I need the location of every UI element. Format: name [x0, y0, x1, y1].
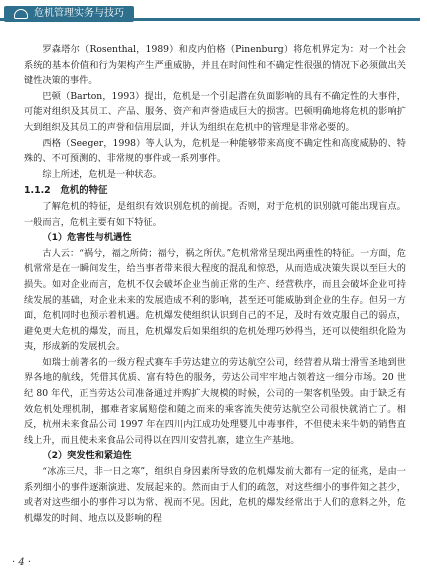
header-title: 危机管理实务与技巧 — [34, 8, 124, 19]
paragraph-summary: 综上所述，危机是一种状态。 — [42, 168, 162, 180]
subsection-heading-2: （2）突发性和紧迫性 — [42, 450, 132, 462]
paragraph-lauda-example: 如瑞士前著名的一级方程式赛车手劳达建立的劳达航空公司，经营着从瑞士滑雪圣地到世界各地的航线，凭借其优质、富有特色的服务，劳达公司牢牢地占领着这一细分市场。20 世纪 80 年代，正当劳达公司准备通过并购扩大规模的时候，公司的一架客机坠毁。由于缺乏有效危机处理机制，挪难者家属赔偿和随之而来的乘客流失使劳达航空公司很快就消亡了。相反，杭州未来食品公司 1997 年在四川内江成功处理婴儿中毒事件，不但使未来牛奶的销售直线上升，而且使未来食品公司得以在四川安营扎寨，建立生产基地。 — [24, 356, 406, 446]
paragraph-barton: 巴顿（Barton，1993）提出，危机是一个引起潜在负面影响的具有不确定性的大事件，可能对组织及其员工、产品、服务、资产和声誉造成巨大的损害。巴顿明确地将危机的影响扩大到组织及其员工的声誉和信用层面，并认为组织在危机中的管理是非常必要的。 — [24, 90, 406, 133]
page-body — [24, 42, 406, 526]
paragraph-harm-opportunity: 古人云：“祸兮，福之所倚；福兮，祸之所伏。”危机常常呈现出两重性的特征。一方面，危机常常是在一瞬间发生，给当事者带来很大程度的混乱和惊恐，从而造成决策失误以至巨大的损失。如对企业而言，危机不仅会破坏企业当前正常的生产、经营秩序，而且会破坏企业可持续发展的基础，对企业未来的发展造成不利的影响，甚至还可能威胁到企业的生存。但另一方面，危机同时也预示着机遇。危机爆发使组织认识到自己的不足，及时有效克服自己的弱点，避免更大危机的爆发，而且，危机爆发后如果组织的危机处理巧妙得当，还可以使组织化险为夷，形成新的发展机会。 — [24, 247, 406, 353]
running-header — [0, 0, 427, 34]
section-heading — [24, 183, 406, 199]
section-title: 危机的特征 — [60, 185, 108, 197]
paragraph-suddenness: “冰冻三尺，非一日之寒”，组织自身因素所导致的危机爆发前大都有一定的征兆，是由一系列细小的事件逐渐演进、发展起来的。然而由于人们的疏忽，对这些细小的事件知之甚少，或者对这些细小的事件习以为常、视而不见。因此，危机的爆发经常出于人们的意料之外，危机爆发的时间、地点以及影响的程 — [24, 466, 406, 524]
hat-icon — [14, 9, 28, 19]
page-number: · 4 · — [12, 557, 32, 568]
header-tab — [4, 6, 134, 22]
paragraph-section-intro: 了解危机的特征，是组织有效识别危机的前提。否则，对于危机的识别就可能出现盲点。一般而言，危机主要有如下特征。 — [24, 200, 406, 228]
paragraph-seeger: 西格（Seeger，1998）等人认为，危机是一种能够带来高度不确定性和高度威胁的、特殊的、不可预测的、非常规的事件或一系列事件。 — [24, 137, 406, 165]
section-number: 1.1.2 — [24, 185, 51, 197]
subsection-heading-1: （1）危害性与机遇性 — [42, 232, 132, 244]
paragraph-rosenthal: 罗森塔尔（Rosenthal，1989）和皮内伯格（Pinenburg）将危机界定为：对一个社会系统的基本价值和行为架构产生严重威胁，并且在时间性和不确定性很强的情况下必须做出关键性决策的事件。 — [24, 44, 406, 87]
